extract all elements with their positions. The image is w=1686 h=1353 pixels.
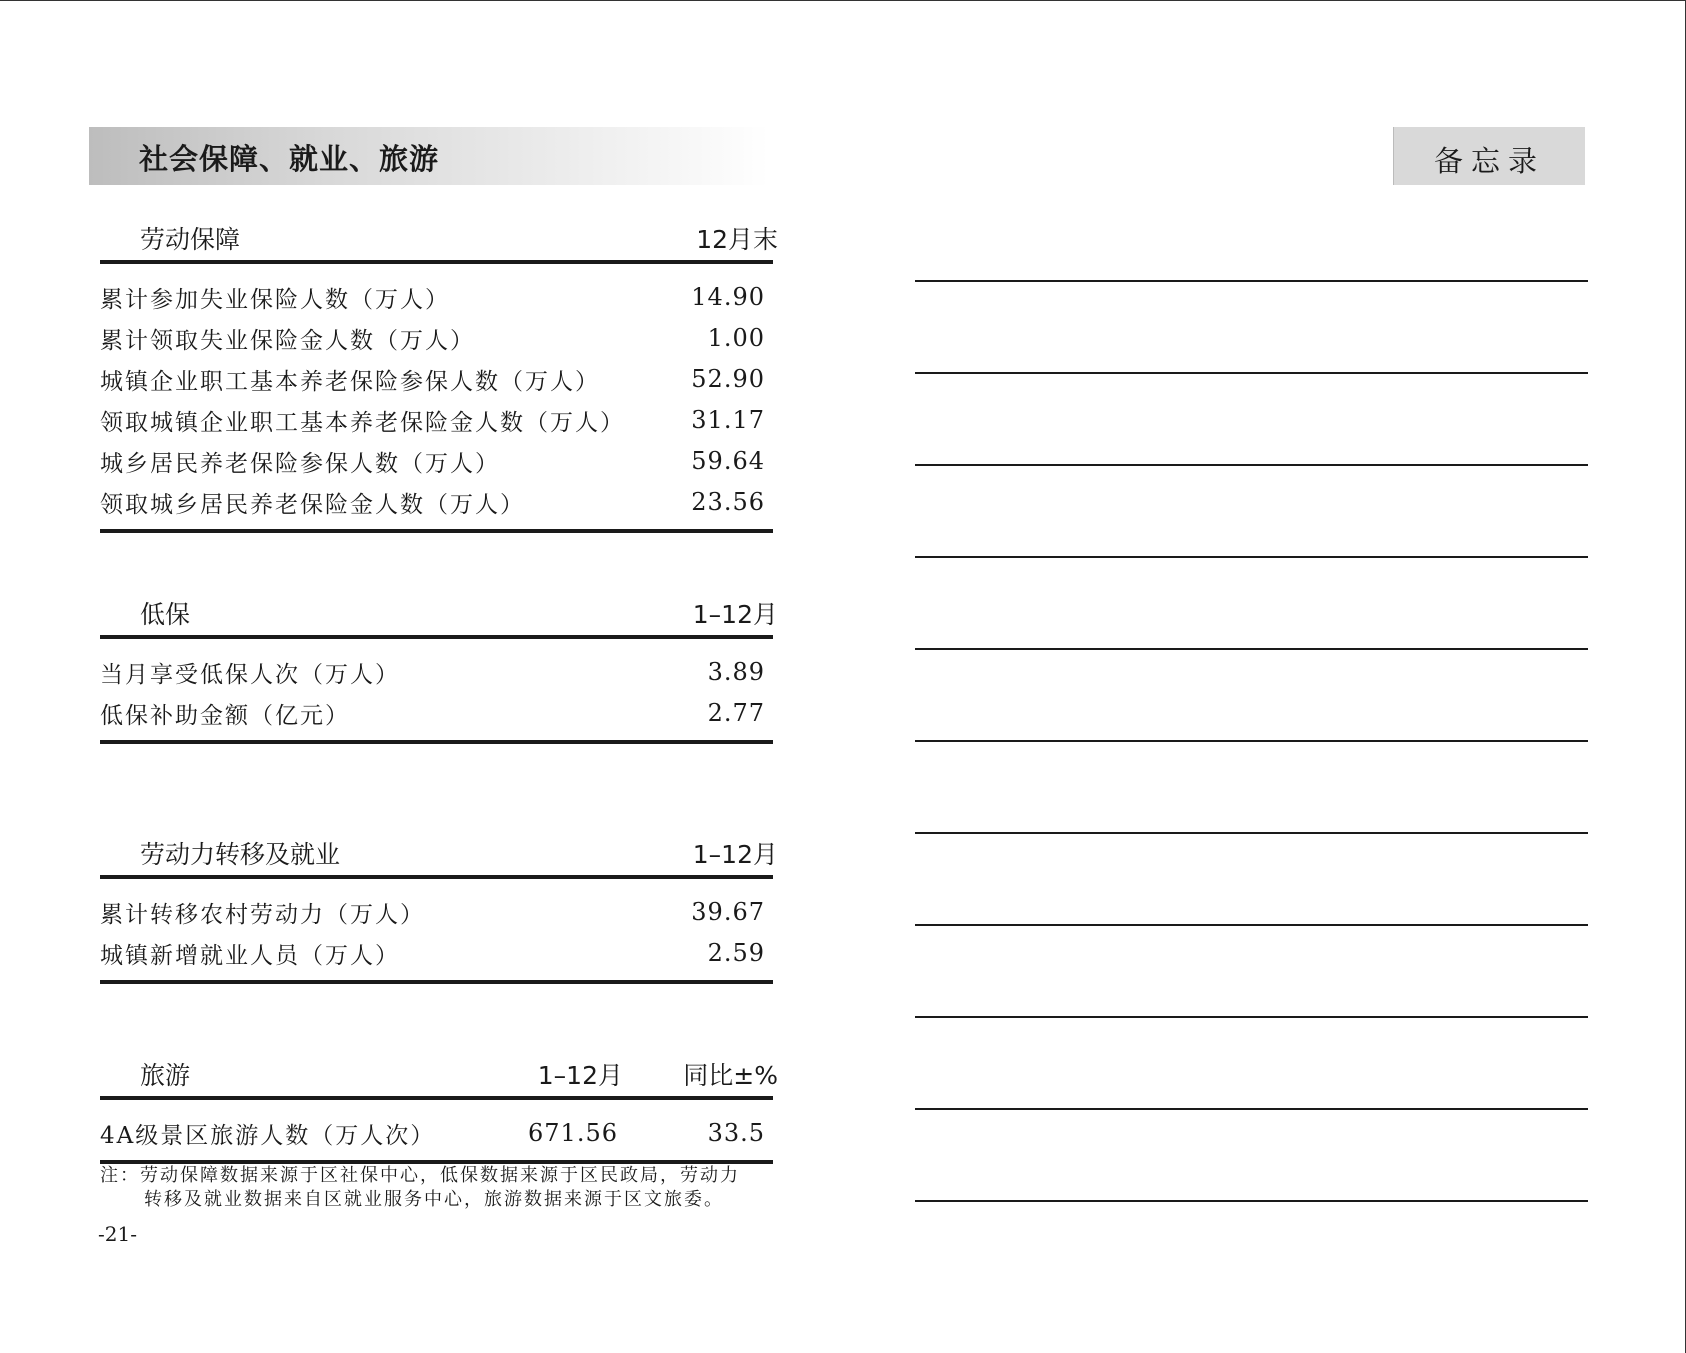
table-row <box>100 400 773 441</box>
row-label: 累计参加失业保险人数（万人） <box>100 287 450 313</box>
table-rule-bottom <box>100 980 773 984</box>
row-label: 累计转移农村劳动力（万人） <box>100 902 425 928</box>
row-label: 领取城镇企业职工基本养老保险金人数（万人） <box>100 410 625 436</box>
table-row <box>100 652 773 693</box>
page-border-top <box>0 0 1686 1</box>
table-row <box>100 933 773 974</box>
row-yoy: 33.5 <box>707 1119 765 1147</box>
memo-line <box>915 924 1588 926</box>
memo-line <box>915 648 1588 650</box>
row-label: 低保补助金额（亿元） <box>100 703 350 729</box>
table-header <box>100 835 778 875</box>
table-row <box>100 693 773 734</box>
memo-line <box>915 372 1588 374</box>
row-label: 城乡居民养老保险参保人数（万人） <box>100 451 500 477</box>
table-title: 旅游 <box>140 1061 191 1090</box>
table-row <box>100 892 773 933</box>
row-value: 2.59 <box>707 939 765 967</box>
memo-title: 备忘录 <box>1433 144 1545 178</box>
row-value: 2.77 <box>707 699 765 727</box>
table-row <box>100 1113 773 1154</box>
memo-header <box>1393 127 1585 185</box>
subsistence-table <box>100 595 778 744</box>
table-title: 低保 <box>140 600 191 629</box>
table-header <box>100 1056 778 1096</box>
table-row <box>100 277 773 318</box>
table-yoy-header: 同比±% <box>683 1061 778 1090</box>
row-label: 累计领取失业保险金人数（万人） <box>100 328 475 354</box>
row-value: 1.00 <box>707 324 765 352</box>
table-row <box>100 359 773 400</box>
memo-line <box>915 1108 1588 1110</box>
table-body <box>100 264 773 529</box>
row-value: 671.56 <box>528 1119 618 1147</box>
footnote <box>100 1164 780 1212</box>
memo-line <box>915 280 1588 282</box>
table-row <box>100 441 773 482</box>
row-label: 4A级景区旅游人数（万人次） <box>100 1123 436 1149</box>
row-label: 当月享受低保人次（万人） <box>100 662 400 688</box>
table-period: 12月末 <box>696 225 778 254</box>
table-body <box>100 639 773 740</box>
table-body <box>100 1100 773 1160</box>
section-title: 社会保障、就业、旅游 <box>139 142 440 176</box>
section-banner <box>89 127 769 185</box>
table-header <box>100 595 778 635</box>
tourism-table <box>100 1056 778 1164</box>
table-period: 1–12月 <box>692 600 778 629</box>
page-number: -21- <box>98 1222 137 1246</box>
row-value: 3.89 <box>707 658 765 686</box>
footnote-line-1: 注：劳动保障数据来源于区社保中心，低保数据来源于区民政局，劳动力 <box>100 1165 740 1186</box>
row-value: 52.90 <box>691 365 765 393</box>
row-value: 23.56 <box>691 488 765 516</box>
row-value: 39.67 <box>691 898 765 926</box>
row-value: 59.64 <box>691 447 765 475</box>
table-period: 1–12月 <box>692 840 778 869</box>
memo-line <box>915 1200 1588 1202</box>
row-label: 城镇新增就业人员（万人） <box>100 943 400 969</box>
table-period: 1–12月 <box>537 1061 623 1090</box>
memo-line <box>915 1016 1588 1018</box>
memo-line <box>915 740 1588 742</box>
footnote-line-2: 转移及就业数据来自区就业服务中心，旅游数据来源于区文旅委。 <box>144 1189 724 1210</box>
row-value: 31.17 <box>691 406 765 434</box>
table-row <box>100 318 773 359</box>
table-title: 劳动保障 <box>140 225 241 254</box>
memo-line <box>915 832 1588 834</box>
row-value: 14.90 <box>691 283 765 311</box>
labor-security-table <box>100 220 778 533</box>
table-rule-bottom <box>100 529 773 533</box>
table-header <box>100 220 778 260</box>
table-row <box>100 482 773 523</box>
table-body <box>100 879 773 980</box>
row-label: 领取城乡居民养老保险金人数（万人） <box>100 492 525 518</box>
memo-line <box>915 556 1588 558</box>
row-label: 城镇企业职工基本养老保险参保人数（万人） <box>100 369 600 395</box>
memo-line <box>915 464 1588 466</box>
table-rule-bottom <box>100 740 773 744</box>
table-title: 劳动力转移及就业 <box>140 840 341 869</box>
labor-transfer-table <box>100 835 778 984</box>
